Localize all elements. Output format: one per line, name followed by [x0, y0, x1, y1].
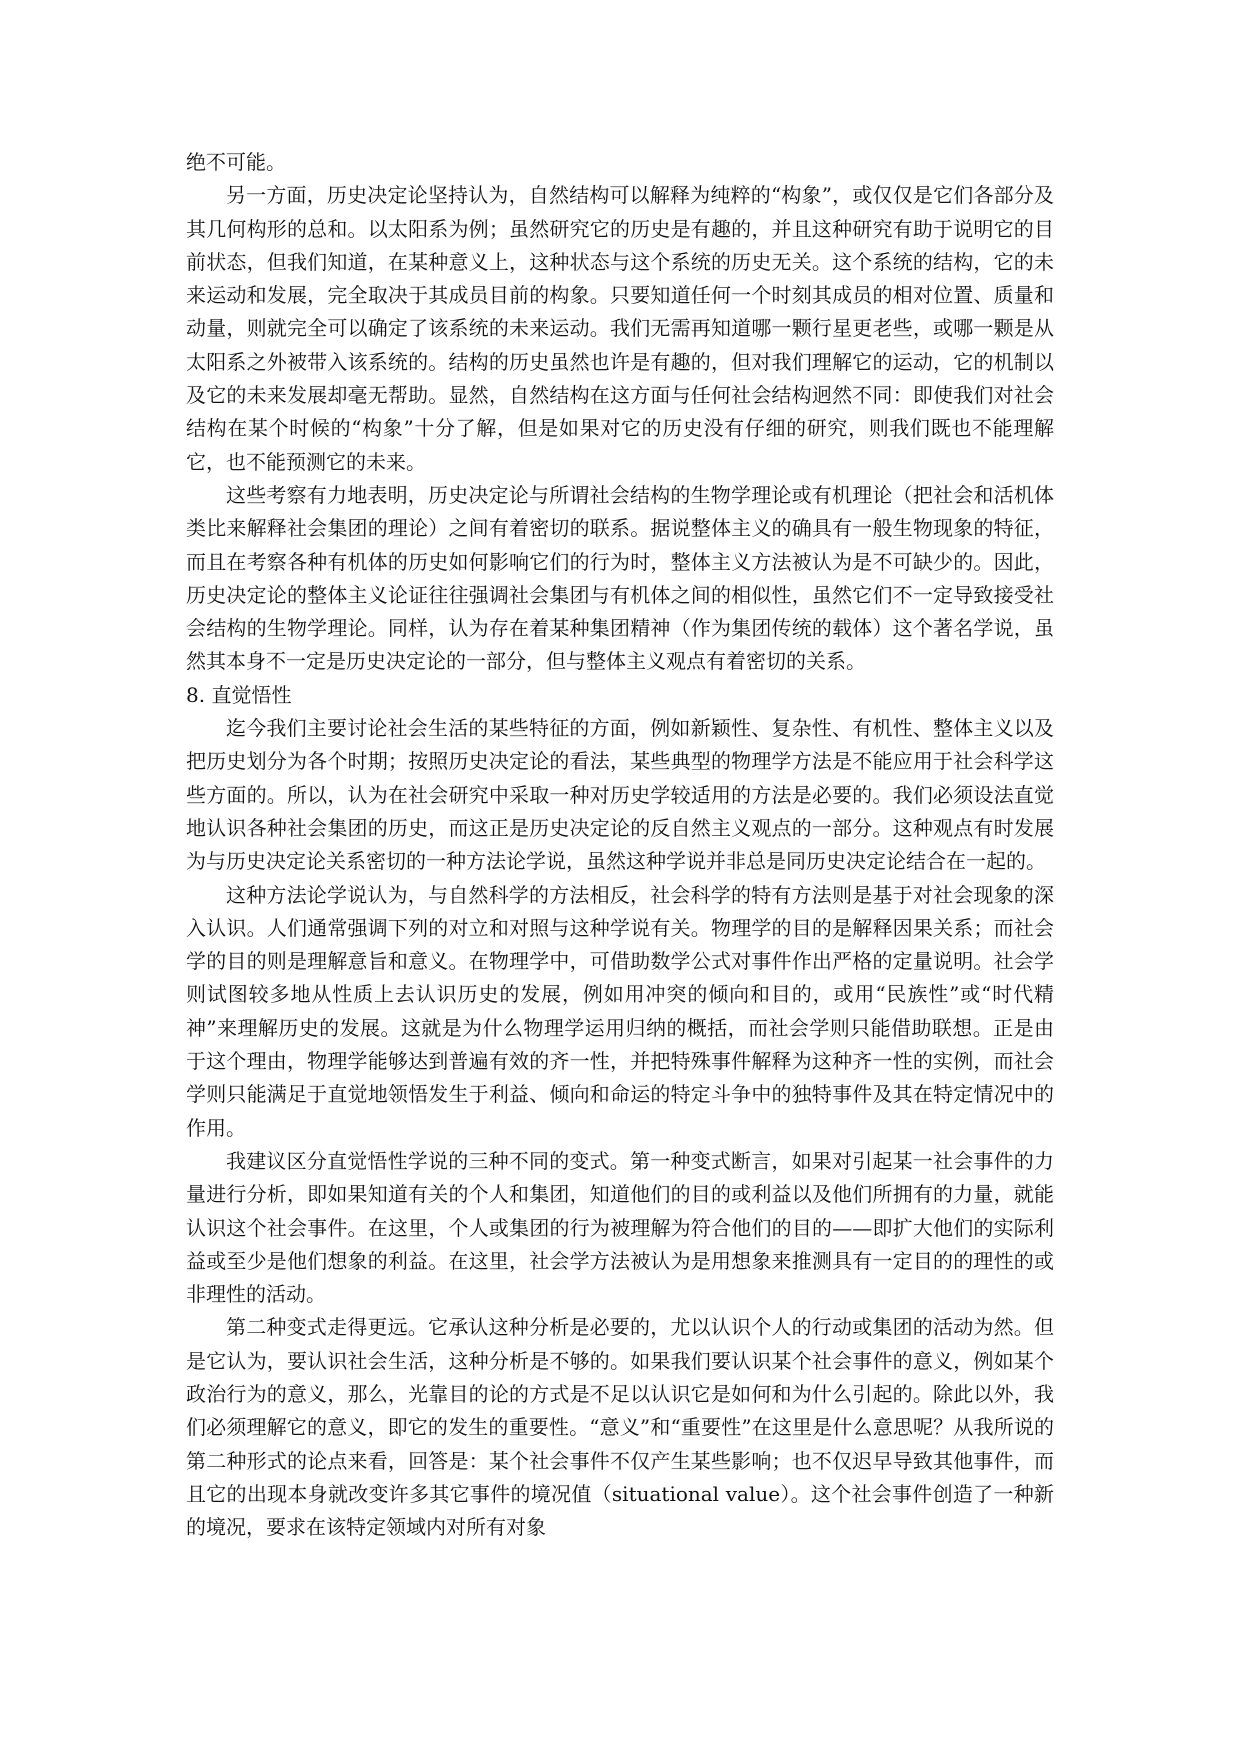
paragraph-intuitive-understanding: 迄今我们主要讨论社会生活的某些特征的方面，例如新颖性、复杂性、有机性、整体主义以及把历史划分为各个时期；按照历史决定论的看法，某些典型的物理学方法是不能应用于社会科学这些方面的。所以，认为在社会研究中采取一种对历史学较适用的方法是必要的。我们必须设法直觉地认识各种社会集团的历史，而这正是历史决定论的反自然主义观点的一部分。这种观点有时发展为与历史决定论关系密切的一种方法论学说，虽然这种学说并非总是同历史决定论结合在一起的。	[186, 716, 1054, 874]
paragraph-organic-theory: 这些考察有力地表明，历史决定论与所谓社会结构的生物学理论或有机理论（把社会和活机体类比来解释社会集团的理论）之间有着密切的联系。据说整体主义的确具有一般生物现象的特征，而且在考察各种有机体的历史如何影响它们的行为时，整体主义方法被认为是不可缺少的。因此，历史决定论的整体主义论证往往强调社会集团与有机体之间的相似性，虽然它们不一定导致接受社会结构的生物学理论。同样，认为存在着某种集团精神（作为集团传统的载体）这个著名学说，虽然其本身不一定是历史决定论的一部分，但与整体主义观点有着密切的关系。	[186, 482, 1054, 674]
paragraph-solar-system: 另一方面，历史决定论坚持认为，自然结构可以解释为纯粹的“构象”，或仅仅是它们各部分及其几何构形的总和。以太阳系为例；虽然研究它的历史是有趣的，并且这种研究有助于说明它的目前状态，但我们知道，在某种意义上，这种状态与这个系统的历史无关。这个系统的结构，它的未来运动和发展，完全取决于其成员目前的构象。只要知道任何一个时刻其成员的相对位置、质量和动量，则就完全可以确定了该系统的未来运动。我们无需再知道哪一颗行星更老些，或哪一颗是从太阳系之外被带入该系统的。结构的历史虽然也许是有趣的，但对我们理解它的运动，它的机制以及它的未来发展却毫无帮助。显然，自然结构在这方面与任何社会结构迥然不同：即使我们对社会结构在某个时候的“构象”十分了解，但是如果对它的历史没有仔细的研究，则我们既也不能理解它，也不能预测它的未来。	[186, 183, 1054, 474]
paragraph-continuation: 绝不可能。	[186, 150, 286, 174]
document-page	[186, 146, 1054, 1544]
paragraph-second-variant: 第二种变式走得更远。它承认这种分析是必要的，尤以认识个人的行动或集团的活动为然。但是它认为，要认识社会生活，这种分析是不够的。如果我们要认识某个社会事件的意义，例如某个政治行为的意义，那么，光靠目的论的方式是不足以认识它是如何和为什么引起的。除此以外，我们必须理解它的意义，即它的发生的重要性。“意义”和“重要性”在这里是什么意思呢？从我所说的第二种形式的论点来看，回答是：某个社会事件不仅产生某些影响；也不仅迟早导致其他事件，而且它的出现本身就改变许多其它事件的境况值（situational value）。这个社会事件创造了一种新的境况，要求在该特定领域内对所有对象	[186, 1315, 1054, 1540]
section-heading: 8. 直觉悟性	[186, 682, 292, 707]
paragraph-methodology: 这种方法论学说认为，与自然科学的方法相反，社会科学的特有方法则是基于对社会现象的深入认识。人们通常强调下列的对立和对照与这种学说有关。物理学的目的是解释因果关系；而社会学的目的则是理解意旨和意义。在物理学中，可借助数学公式对事件作出严格的定量说明。社会学则试图较多地从性质上去认识历史的发展，例如用冲突的倾向和目的，或用“民族性”或“时代精神”来理解历史的发展。这就是为什么物理学运用归纳的概括，而社会学则只能借助联想。正是由于这个理由，物理学能够达到普遍有效的齐一性，并把特殊事件解释为这种齐一性的实例，而社会学则只能满足于直觉地领悟发生于利益、倾向和命运的特定斗争中的独特事件及其在特定情况中的作用。	[186, 882, 1054, 1140]
paragraph-first-variant: 我建议区分直觉悟性学说的三种不同的变式。第一种变式断言，如果对引起某一社会事件的力量进行分析，即如果知道有关的个人和集团，知道他们的目的或利益以及他们所拥有的力量，就能认识这个社会事件。在这里，个人或集团的行为被理解为符合他们的目的——即扩大他们的实际利益或至少是他们想象的利益。在这里，社会学方法被认为是用想象来推测具有一定目的的理性的或非理性的活动。	[186, 1148, 1054, 1307]
